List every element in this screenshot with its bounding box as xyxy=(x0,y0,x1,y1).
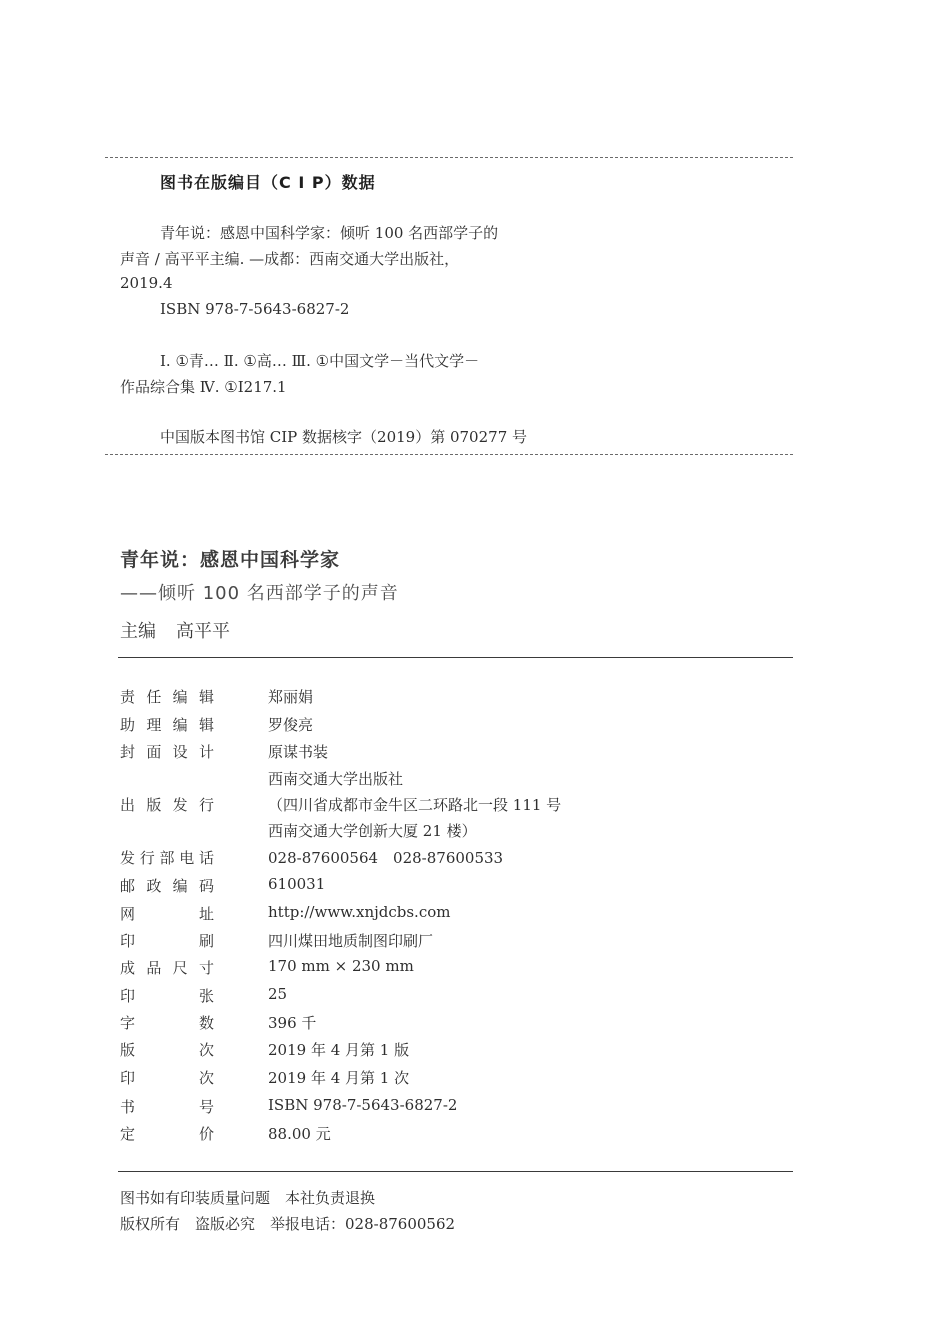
detail-label: 字数 xyxy=(120,1014,214,1032)
detail-label: 成品尺寸 xyxy=(120,959,214,977)
detail-row-printer xyxy=(120,930,720,956)
detail-label: 责任编辑 xyxy=(120,688,214,706)
detail-label: 出版发行 xyxy=(120,796,214,814)
footer-quality-notice: 图书如有印装质量问题 本社负责退换 xyxy=(120,1189,376,1207)
cip-entry-line-3: 2019.4 xyxy=(120,274,173,292)
cip-class-line-2: 作品综合集 Ⅳ. ①I217.1 xyxy=(120,378,287,396)
detail-label: 印刷 xyxy=(120,932,214,950)
publisher-line-2: （四川省成都市金牛区二环路北一段 111 号 xyxy=(268,796,562,814)
cip-title: 图书在版编目（C I P）数据 xyxy=(160,173,376,192)
details-top-rule xyxy=(118,657,793,658)
detail-label: 定价 xyxy=(120,1125,214,1143)
detail-value: 2019 年 4 月第 1 次 xyxy=(268,1069,410,1087)
detail-row-sales-phone xyxy=(120,847,720,873)
detail-row-price xyxy=(120,1123,720,1149)
book-title: 青年说：感恩中国科学家 xyxy=(120,549,341,571)
detail-value: 四川煤田地质制图印刷厂 xyxy=(268,932,434,950)
book-editor xyxy=(120,617,250,643)
book-subtitle: ——倾听 100 名西部学子的声音 xyxy=(120,583,399,604)
detail-value: 396 千 xyxy=(268,1014,317,1032)
publisher-line-3: 西南交通大学创新大厦 21 楼） xyxy=(268,822,477,840)
detail-value: ISBN 978-7-5643-6827-2 xyxy=(268,1096,458,1114)
editor-name: 高平平 xyxy=(176,621,230,642)
cip-number: 中国版本图书馆 CIP 数据核字（2019）第 070277 号 xyxy=(160,428,528,446)
detail-label: 版次 xyxy=(120,1041,214,1059)
detail-value: 郑丽娟 xyxy=(268,688,314,706)
cip-isbn: ISBN 978-7-5643-6827-2 xyxy=(160,300,350,318)
detail-label: 印张 xyxy=(120,987,214,1005)
detail-row-word-count xyxy=(120,1012,720,1038)
detail-value: 170 mm × 230 mm xyxy=(268,957,414,975)
detail-value: 罗俊亮 xyxy=(268,716,314,734)
detail-row-trim-size xyxy=(120,957,720,983)
editor-label: 主编 xyxy=(120,621,156,642)
cip-class-line-1: Ⅰ. ①青… Ⅱ. ①高… Ⅲ. ①中国文学－当代文学－ xyxy=(160,352,480,370)
detail-label: 封面设计 xyxy=(120,743,214,761)
detail-row-printing xyxy=(120,1067,720,1093)
detail-value: 610031 xyxy=(268,875,326,893)
detail-value: 原谋书装 xyxy=(268,743,329,761)
detail-value: 25 xyxy=(268,985,288,1003)
detail-value: 88.00 元 xyxy=(268,1125,331,1143)
detail-label: 书号 xyxy=(120,1098,214,1116)
cip-entry-line-2: 声音 / 高平平主编. —成都：西南交通大学出版社， xyxy=(120,250,460,268)
details-bottom-rule xyxy=(118,1171,793,1172)
detail-row-responsible-editor xyxy=(120,686,720,712)
detail-row-postcode xyxy=(120,875,720,901)
detail-row-edition xyxy=(120,1039,720,1065)
detail-row-cover-design xyxy=(120,741,720,767)
detail-label: 印次 xyxy=(120,1069,214,1087)
detail-row-sheets xyxy=(120,985,720,1011)
detail-value: 028-87600564 028-87600533 xyxy=(268,849,504,867)
detail-label: 网址 xyxy=(120,905,214,923)
detail-label: 发行部电话 xyxy=(120,849,214,867)
cip-bottom-divider xyxy=(105,454,793,455)
footer-copyright-notice: 版权所有 盗版必究 举报电话：028-87600562 xyxy=(120,1215,456,1233)
detail-label: 邮政编码 xyxy=(120,877,214,895)
detail-row-website xyxy=(120,903,720,929)
detail-value: 2019 年 4 月第 1 版 xyxy=(268,1041,410,1059)
cip-top-divider xyxy=(105,157,793,158)
cip-entry-line-1: 青年说：感恩中国科学家：倾听 100 名西部学子的 xyxy=(160,224,499,242)
detail-row-publisher xyxy=(120,794,720,820)
detail-row-assistant-editor xyxy=(120,714,720,740)
detail-value: http://www.xnjdcbs.com xyxy=(268,903,451,921)
publisher-line-1: 西南交通大学出版社 xyxy=(268,770,404,788)
detail-row-isbn xyxy=(120,1096,720,1122)
detail-label: 助理编辑 xyxy=(120,716,214,734)
